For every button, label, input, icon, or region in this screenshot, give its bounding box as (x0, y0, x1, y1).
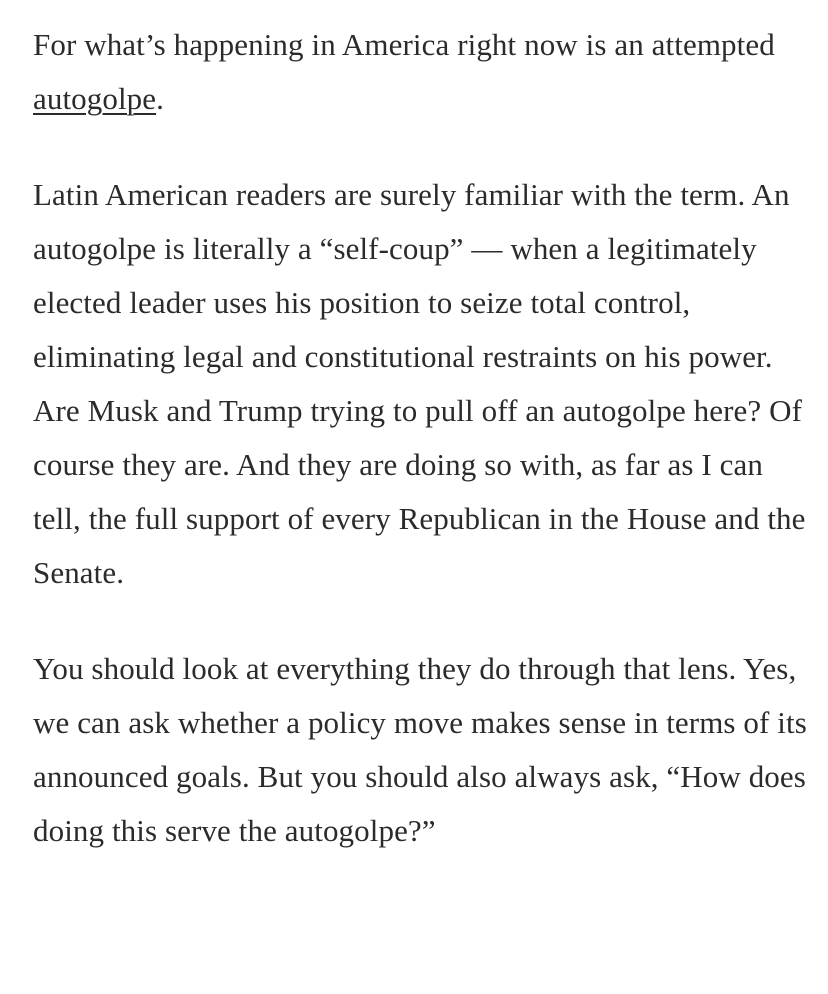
paragraph-2: Latin American readers are surely familiar with the term. An autogolpe is literally a “self-coup” — when a legitimately elected leader uses his position to seize total control, eliminating legal and constitutional restraints on his power. Are Musk and Trump trying to pull off an autogolpe here? Of course they are. And they are doing so with, as far as I can tell, the full support of every Republican in the House and the Senate. (33, 177, 806, 590)
paragraph-3: You should look at everything they do through that lens. Yes, we can ask whether a policy move makes sense in terms of its announced goals. But you should also always ask, “How does doing this serve the autogolpe?” (33, 651, 807, 848)
paragraph-1-text: For what’s happening in America right now is an attempted (33, 27, 775, 62)
paragraph-1-period: . (156, 81, 165, 116)
autogolpe-link[interactable]: autogolpe (33, 81, 157, 116)
paragraph-1 (33, 18, 808, 126)
